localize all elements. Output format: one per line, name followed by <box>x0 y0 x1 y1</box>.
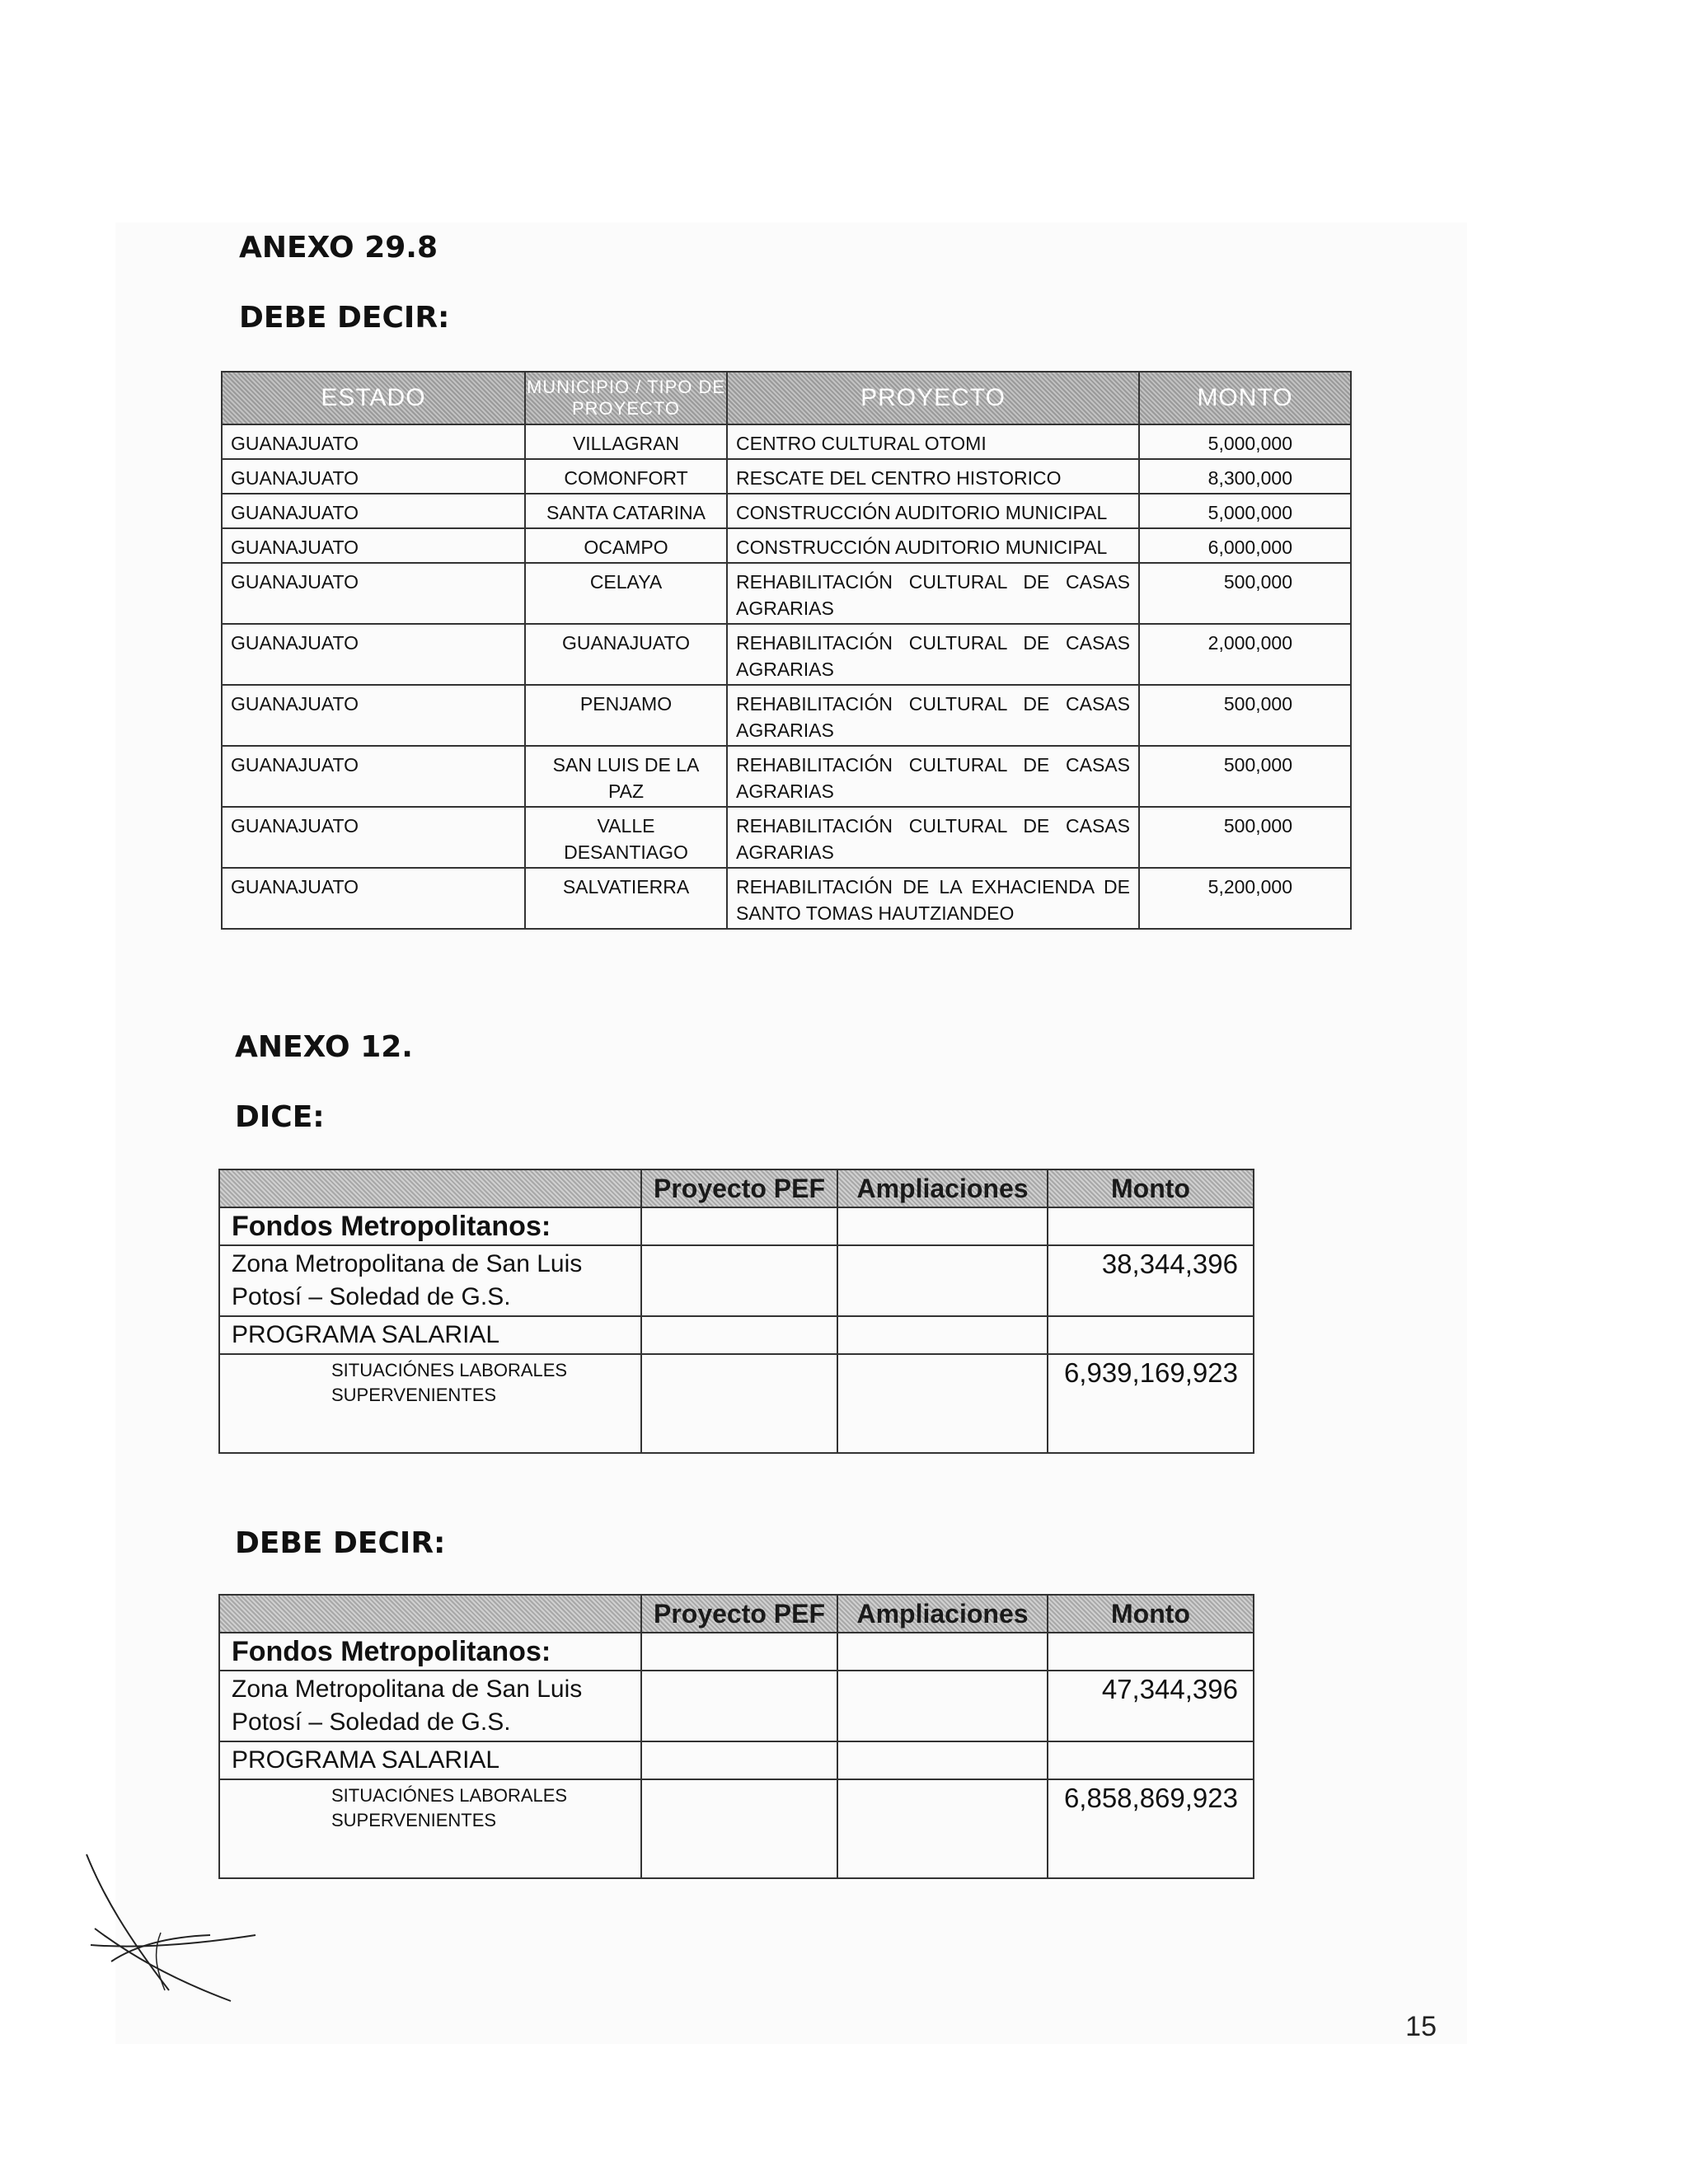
empty-cell <box>1048 1741 1254 1779</box>
annex-12-debe-decir-table <box>218 1594 1254 1879</box>
empty-cell <box>837 1354 1048 1453</box>
cell-proyecto: REHABILITACIÓN CULTURAL DE CASAS AGRARIAS <box>727 624 1139 685</box>
annex-12-title: ANEXO 12. <box>235 1030 413 1064</box>
cell-monto: 5,000,000 <box>1139 424 1351 459</box>
cell-estado: GUANAJUATO <box>222 528 525 563</box>
cell-estado: GUANAJUATO <box>222 746 525 807</box>
cell-proyecto: REHABILITACIÓN CULTURAL DE CASAS AGRARIAS <box>727 807 1139 868</box>
annex-29-8-table <box>221 371 1352 930</box>
header-municipio: MUNICIPIO / TIPO DE PROYECTO <box>525 372 727 424</box>
empty-cell <box>641 1207 837 1245</box>
cell-estado: GUANAJUATO <box>222 868 525 929</box>
header-estado: ESTADO <box>222 372 525 424</box>
cell-monto: 8,300,000 <box>1139 459 1351 494</box>
table-row <box>222 685 1351 746</box>
cell-municipio: SALVATIERRA <box>525 868 727 929</box>
header-monto: MONTO <box>1139 372 1351 424</box>
table-row <box>222 459 1351 494</box>
cell-estado: GUANAJUATO <box>222 624 525 685</box>
cell-municipio: GUANAJUATO <box>525 624 727 685</box>
table-row <box>219 1316 1254 1354</box>
table-header-row <box>222 372 1351 424</box>
cell-municipio: VILLAGRAN <box>525 424 727 459</box>
cell-proyecto: REHABILITACIÓN DE LA EXHACIENDA DE SANTO TOMAS HAUTZIANDEO <box>727 868 1139 929</box>
handwritten-signature <box>78 1846 276 2011</box>
cell-monto: 500,000 <box>1139 746 1351 807</box>
cell-monto: 500,000 <box>1139 563 1351 624</box>
cell-monto: 2,000,000 <box>1139 624 1351 685</box>
empty-cell <box>837 1671 1048 1741</box>
table-row <box>222 528 1351 563</box>
cell-municipio: VALLE DESANTIAGO <box>525 807 727 868</box>
header-monto: Monto <box>1048 1169 1254 1207</box>
cell-municipio: SAN LUIS DE LA PAZ <box>525 746 727 807</box>
empty-cell <box>837 1245 1048 1316</box>
cell-monto: 5,000,000 <box>1139 494 1351 528</box>
annex-12-dice-table <box>218 1169 1254 1454</box>
table-row <box>219 1354 1254 1453</box>
cell-municipio: SANTA CATARINA <box>525 494 727 528</box>
cell-estado: GUANAJUATO <box>222 807 525 868</box>
table-row <box>222 424 1351 459</box>
header-proyecto-pef: Proyecto PEF <box>641 1169 837 1207</box>
table-row <box>219 1633 1254 1671</box>
header-ampliaciones: Ampliaciones <box>837 1595 1048 1633</box>
table-header-row <box>219 1595 1254 1633</box>
table-row <box>222 868 1351 929</box>
fondos-label: Fondos Metropolitanos: <box>219 1207 641 1245</box>
debe-decir-subtitle: DEBE DECIR: <box>235 1526 446 1560</box>
fondos-label: Fondos Metropolitanos: <box>219 1633 641 1671</box>
zona-label: Zona Metropolitana de San Luis Potosí – Soledad de G.S. <box>219 1671 641 1741</box>
table-row <box>219 1207 1254 1245</box>
cell-municipio: COMONFORT <box>525 459 727 494</box>
empty-cell <box>837 1741 1048 1779</box>
cell-proyecto: RESCATE DEL CENTRO HISTORICO <box>727 459 1139 494</box>
situaciones-monto: 6,939,169,923 <box>1048 1354 1254 1453</box>
programa-label: PROGRAMA SALARIAL <box>219 1316 641 1354</box>
table-row <box>222 746 1351 807</box>
empty-cell <box>837 1207 1048 1245</box>
table-row <box>219 1779 1254 1878</box>
header-proyecto-pef: Proyecto PEF <box>641 1595 837 1633</box>
programa-label: PROGRAMA SALARIAL <box>219 1741 641 1779</box>
header-ampliaciones: Ampliaciones <box>837 1169 1048 1207</box>
cell-estado: GUANAJUATO <box>222 685 525 746</box>
cell-estado: GUANAJUATO <box>222 424 525 459</box>
table-row <box>222 563 1351 624</box>
situaciones-label: SITUACIÓNES LABORALES SUPERVENIENTES <box>219 1354 641 1453</box>
dice-subtitle: DICE: <box>235 1100 325 1134</box>
annex-29-8-subtitle: DEBE DECIR: <box>239 301 450 335</box>
table-row <box>219 1671 1254 1741</box>
situaciones-label: SITUACIÓNES LABORALES SUPERVENIENTES <box>219 1779 641 1878</box>
zona-monto: 38,344,396 <box>1048 1245 1254 1316</box>
table-row <box>222 807 1351 868</box>
empty-cell <box>837 1633 1048 1671</box>
header-blank <box>219 1169 641 1207</box>
cell-proyecto: CONSTRUCCIÓN AUDITORIO MUNICIPAL <box>727 494 1139 528</box>
cell-proyecto: CENTRO CULTURAL OTOMI <box>727 424 1139 459</box>
cell-proyecto: REHABILITACIÓN CULTURAL DE CASAS AGRARIAS <box>727 746 1139 807</box>
empty-cell <box>641 1354 837 1453</box>
cell-monto: 6,000,000 <box>1139 528 1351 563</box>
cell-proyecto: CONSTRUCCIÓN AUDITORIO MUNICIPAL <box>727 528 1139 563</box>
empty-cell <box>837 1316 1048 1354</box>
cell-estado: GUANAJUATO <box>222 563 525 624</box>
table-row <box>222 494 1351 528</box>
cell-estado: GUANAJUATO <box>222 459 525 494</box>
cell-monto: 5,200,000 <box>1139 868 1351 929</box>
empty-cell <box>641 1779 837 1878</box>
empty-cell <box>641 1633 837 1671</box>
table-row <box>222 624 1351 685</box>
header-monto: Monto <box>1048 1595 1254 1633</box>
empty-cell <box>641 1245 837 1316</box>
cell-proyecto: REHABILITACIÓN CULTURAL DE CASAS AGRARIAS <box>727 563 1139 624</box>
empty-cell <box>641 1741 837 1779</box>
cell-monto: 500,000 <box>1139 807 1351 868</box>
situaciones-monto: 6,858,869,923 <box>1048 1779 1254 1878</box>
cell-municipio: OCAMPO <box>525 528 727 563</box>
empty-cell <box>1048 1207 1254 1245</box>
empty-cell <box>1048 1316 1254 1354</box>
empty-cell <box>837 1779 1048 1878</box>
cell-municipio: PENJAMO <box>525 685 727 746</box>
header-blank <box>219 1595 641 1633</box>
table-row <box>219 1741 1254 1779</box>
cell-proyecto: REHABILITACIÓN CULTURAL DE CASAS AGRARIAS <box>727 685 1139 746</box>
table-header-row <box>219 1169 1254 1207</box>
annex-29-8-title: ANEXO 29.8 <box>239 231 438 265</box>
cell-municipio: CELAYA <box>525 563 727 624</box>
cell-monto: 500,000 <box>1139 685 1351 746</box>
zona-monto: 47,344,396 <box>1048 1671 1254 1741</box>
empty-cell <box>641 1671 837 1741</box>
empty-cell <box>1048 1633 1254 1671</box>
zona-label: Zona Metropolitana de San Luis Potosí – Soledad de G.S. <box>219 1245 641 1316</box>
table-row <box>219 1245 1254 1316</box>
header-proyecto: PROYECTO <box>727 372 1139 424</box>
page-number: 15 <box>1405 2011 1437 2042</box>
empty-cell <box>641 1316 837 1354</box>
cell-estado: GUANAJUATO <box>222 494 525 528</box>
